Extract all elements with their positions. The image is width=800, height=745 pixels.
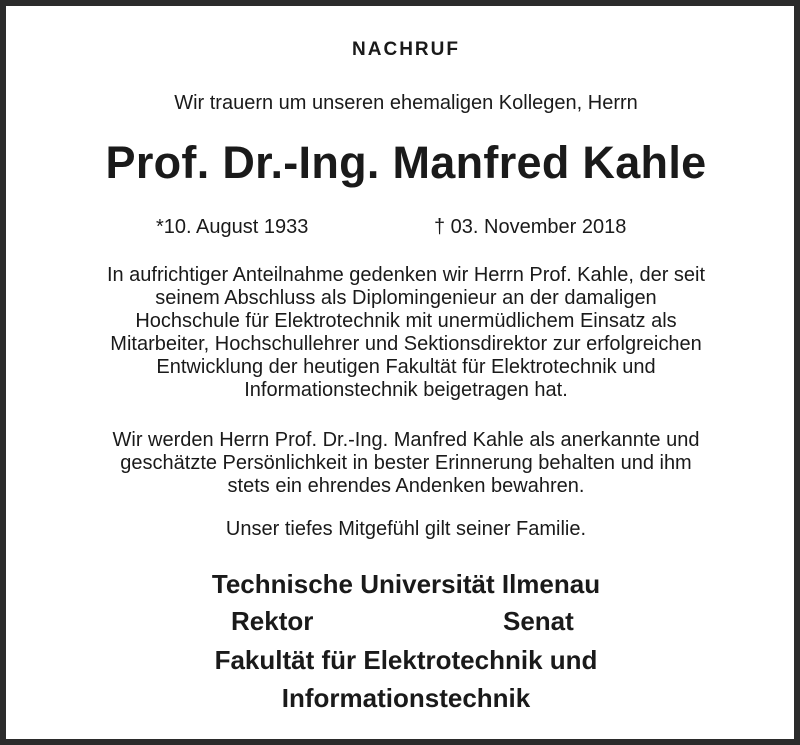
paragraph-line: Entwicklung der heutigen Fakultät für Elektrotechnik und (156, 356, 656, 378)
paragraph-line: Hochschule für Elektrotechnik mit unermüdlichem Einsatz als (135, 310, 677, 332)
intro-line: Wir trauern um unseren ehemaligen Kollegen, Herrn (174, 92, 638, 114)
signature-senat: Senat (503, 606, 574, 636)
signature-university: Technische Universität Ilmenau (211, 569, 601, 599)
signature-faculty-line1: Fakultät für Elektrotechnik und (214, 645, 598, 675)
signature-rektor: Rektor (231, 606, 314, 636)
paragraph-line: seinem Abschluss als Diplomingenieur an der damaligen (155, 287, 657, 309)
notice-heading: NACHRUF (352, 39, 460, 60)
paragraph-line: Wir werden Herrn Prof. Dr.-Ing. Manfred Kahle als anerkannte und (112, 429, 700, 451)
deceased-name: Prof. Dr.-Ing. Manfred Kahle (105, 137, 707, 188)
paragraph-line: Informationstechnik beigetragen hat. (244, 379, 568, 401)
remembrance-paragraph (46, 429, 766, 498)
signature-faculty-line2: Informationstechnik (281, 683, 531, 713)
paragraph-line: stets ein ehrendes Andenken bewahren. (227, 475, 585, 497)
signature-row (6, 604, 800, 638)
life-dates (6, 216, 800, 244)
tribute-paragraph (46, 264, 766, 402)
paragraph-line: Unser tiefes Mitgefühl gilt seiner Familie. (225, 518, 587, 540)
death-date: † 03. November 2018 (434, 216, 627, 238)
birth-date: *10. August 1933 (156, 216, 309, 238)
paragraph-line: In aufrichtiger Anteilnahme gedenken wir Herrn Prof. Kahle, der seit (106, 264, 706, 286)
condolence-line (46, 518, 766, 541)
paragraph-line: geschätzte Persönlichkeit in bester Erinnerung behalten und ihm (120, 452, 692, 474)
paragraph-line: Mitarbeiter, Hochschullehrer und Sektionsdirektor zur erfolgreichen (110, 333, 702, 355)
